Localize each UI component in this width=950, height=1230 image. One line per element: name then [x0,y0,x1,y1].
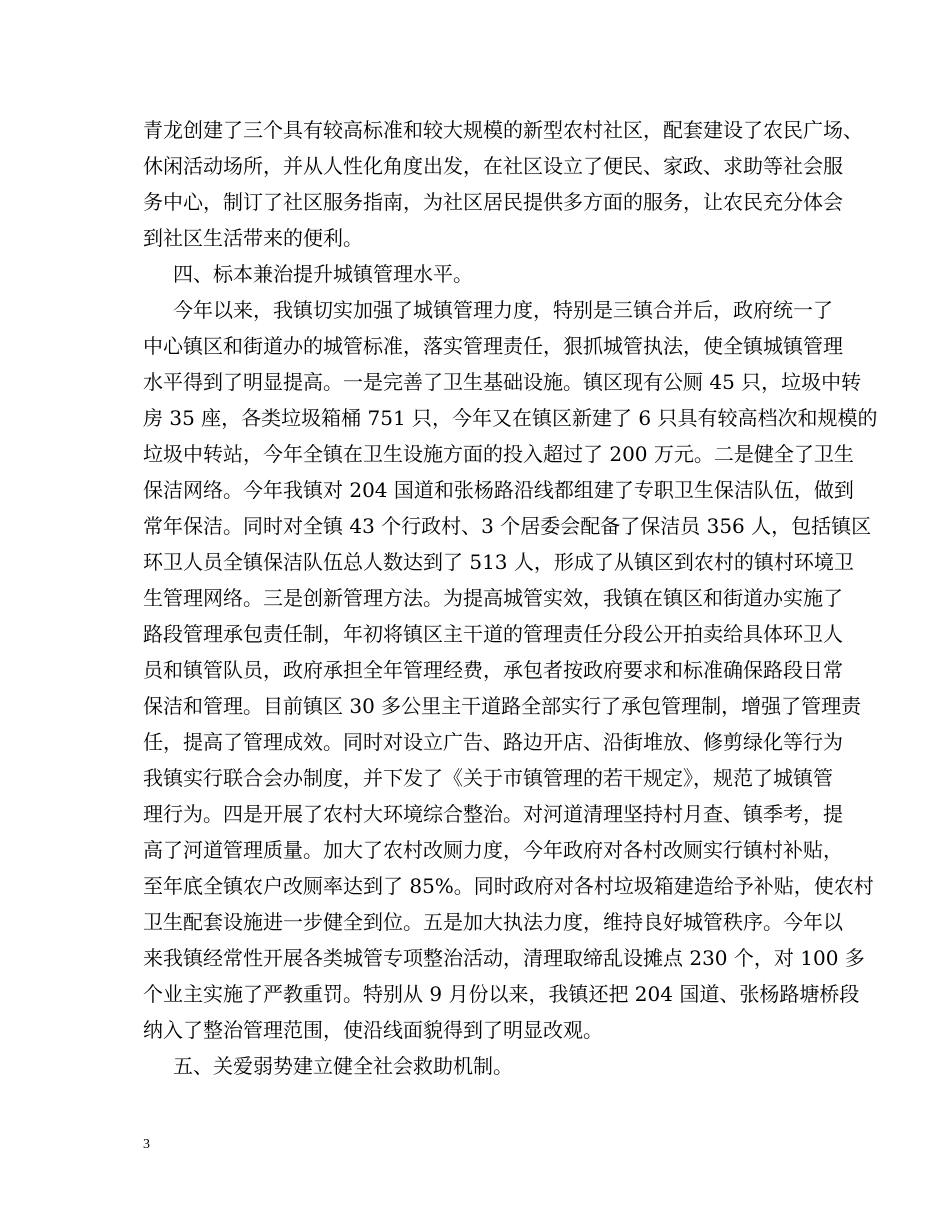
text-line: 房 35 座，各类垃圾箱桶 751 只，今年又在镇区新建了 6 只具有较高档次和规模的 [143,406,878,430]
text-line: 路段管理承包责任制，年初将镇区主干道的管理责任分段公开拍卖给具体环卫人 [143,622,843,646]
text-line: 今年以来，我镇切实加强了城镇管理力度，特别是三镇合并后，政府统一了 [173,298,833,322]
text-line: 理行为。四是开展了农村大环境综合整治。对河道清理坚持村月查、镇季考，提 [143,802,843,826]
text-line: 卫生配套设施进一步健全到位。五是加大执法力度，维持良好城管秩序。今年以 [143,910,843,934]
text-line: 生管理网络。三是创新管理方法。为提高城管实效，我镇在镇区和街道办实施了 [143,586,843,610]
text-line: 休闲活动场所，并从人性化角度出发，在社区设立了便民、家政、求助等社会服 [143,154,843,178]
text-line: 员和镇管队员，政府承担全年管理经费，承包者按政府要求和标准确保路段日常 [143,658,843,682]
text-line: 纳入了整治管理范围，使沿线面貌得到了明显改观。 [143,1018,603,1042]
text-line: 环卫人员全镇保洁队伍总人数达到了 513 人，形成了从镇区到农村的镇村环境卫 [143,550,854,574]
text-line: 保洁网络。今年我镇对 204 国道和张杨路沿线都组建了专职卫生保洁队伍，做到 [143,478,854,502]
text-line: 垃圾中转站，今年全镇在卫生设施方面的投入超过了 200 万元。二是健全了卫生 [143,442,854,466]
section-heading: 五、关爱弱势建立健全社会救助机制。 [173,1054,513,1078]
text-line: 到社区生活带来的便利。 [143,226,363,250]
text-line: 中心镇区和街道办的城管标准，落实管理责任，狠抓城管执法，使全镇城镇管理 [143,334,843,358]
page-number: 3 [143,1137,150,1152]
text-line: 任，提高了管理成效。同时对设立广告、路边开店、沿街堆放、修剪绿化等行为 [143,730,843,754]
text-line: 高了河道管理质量。加大了农村改厕力度，今年政府对各村改厕实行镇村补贴， [143,838,843,862]
text-line: 来我镇经常性开展各类城管专项整治活动，清理取缔乱设摊点 230 个，对 100 多 [143,946,865,970]
text-line: 务中心，制订了社区服务指南，为社区居民提供多方面的服务，让农民充分体会 [143,190,843,214]
text-line: 我镇实行联合会办制度，并下发了《关于市镇管理的若干规定》，规范了城镇管 [143,766,833,790]
text-line: 至年底全镇农户改厕率达到了 85%。同时政府对各村垃圾箱建造给予补贴，使农村 [143,874,874,898]
section-heading: 四、标本兼治提升城镇管理水平。 [173,262,473,286]
text-line: 水平得到了明显提高。一是完善了卫生基础设施。镇区现有公厕 45 只，垃圾中转 [143,370,862,394]
text-line: 个业主实施了严教重罚。特别从 9 月份以来，我镇还把 204 国道、张杨路塘桥段 [143,982,860,1006]
text-line: 青龙创建了三个具有较高标准和较大规模的新型农村社区，配套建设了农民广场、 [143,118,863,142]
text-line: 常年保洁。同时对全镇 43 个行政村、3 个居委会配备了保洁员 356 人，包括镇区 [143,514,872,538]
text-line: 保洁和管理。目前镇区 30 多公里主干道路全部实行了承包管理制，增强了管理责 [143,694,862,718]
